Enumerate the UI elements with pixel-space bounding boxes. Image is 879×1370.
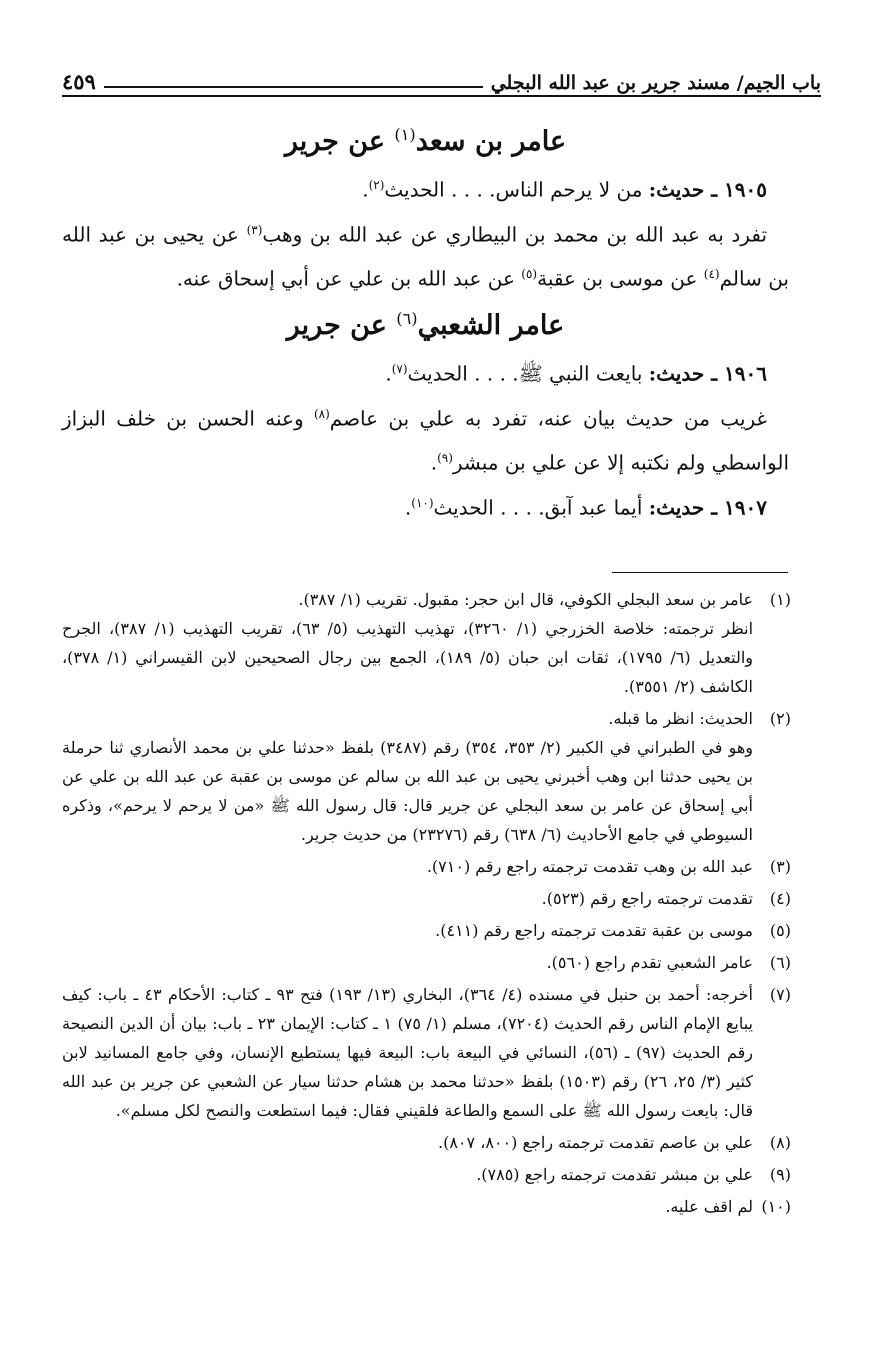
- footnote-marker: (٣): [246, 222, 263, 237]
- main-text: [62, 125, 789, 528]
- paragraph-text: غريب من حديث بيان عنه، تفرد به علي بن عاصم: [329, 406, 768, 431]
- footnote-marker: (٤): [703, 267, 720, 282]
- footnote-body: [62, 704, 753, 849]
- hadith-label: حديث:: [648, 177, 705, 202]
- footnote-marker: (٩): [437, 451, 453, 466]
- footnote-body: [62, 916, 753, 945]
- page-number: ٤٥٩: [62, 69, 96, 94]
- footnote-body: [62, 852, 753, 881]
- header-leader-rule: [104, 86, 483, 88]
- hadith-label: حديث:: [648, 361, 705, 386]
- hadith-number: ١٩٠٧: [724, 495, 767, 520]
- footnote-separator: [612, 572, 788, 573]
- footnote-marker: (٨): [313, 406, 330, 421]
- header-divider: [62, 95, 821, 97]
- hadith-number: ١٩٠٦: [724, 361, 767, 386]
- footnote-item: [62, 1192, 791, 1221]
- paragraph-text: وعنه الحسن بن خلف البزاز الواسطي ولم نكتبه إلا عن علي بن مبشر: [62, 406, 789, 475]
- footnote-item: [62, 948, 791, 977]
- hadith-entry-1905: ١٩٠٥ ـ حديث: من لا يرحم الناس. . . . الحديث$^{(٢)}$.: [362, 177, 767, 202]
- section-heading-amir-al-shabi: [62, 309, 789, 341]
- footnote-body: [62, 585, 753, 701]
- footnote-number: (١٠): [761, 1197, 791, 1216]
- footnote-body: [62, 1128, 753, 1157]
- footnote-item: [62, 704, 791, 849]
- footnote-text: عامر بن سعد البجلي الكوفي، قال ابن حجر: مقبول. تقريب (١/ ٣٨٧).: [298, 590, 753, 609]
- hadith-label: حديث:: [648, 495, 705, 520]
- section-heading-amir-ibn-saad: [62, 125, 789, 157]
- hadith-entry-1907: ١٩٠٧ ـ حديث: أيما عبد آبق. . . . الحديث$^{(١٠)}$.: [404, 495, 767, 520]
- footnote-body: [62, 1160, 753, 1189]
- footnote-item: [62, 980, 791, 1125]
- footnotes: [62, 585, 791, 1224]
- footnote-text: أخرجه: أحمد بن حنبل في مسنده (٤/ ٣٦٤)، البخاري (١٣/ ١٩٣) فتح ٩٣ ـ كتاب: الأحكام ٤٣ ـ باب: كيف يبايع الإمام الناس رقم الحديث (٧٢٠٤)، مسلم (١/ ٧٥) ١ ـ كتاب: الإيمان ٢٣ ـ باب: بيان أن الدين النصيحة رقم الحديث (٩٧) ـ (٥٦)، النسائي في البيعة باب: البيعة فيها يستطيع الإنسان، وفي جامع المسانيد لابن كثير (٣/ ٢٥، ٢٦) رقم (١٥٠٣) بلفظ «حدثنا محمد بن هشام حدثنا سيار عن الشعبي عن جرير بن عبد الله قال: بايعت رسول الله ﷺ على السمع والطاعة فلقيني فقال: فيما استطعت والنصح لكل مسلم».: [62, 985, 754, 1120]
- footnote-number: (٢): [769, 709, 791, 728]
- footnote-number: (٨): [769, 1133, 791, 1152]
- footnote-text: الحديث: انظر ما قبله.: [608, 709, 753, 728]
- footnote-text: انظر ترجمته: خلاصة الخزرجي (١/ ٣٢٦٠)، تهذيب التهذيب (٥/ ٦٣)، تقريب التهذيب (١/ ٣٨٧)، الجرح والتعديل (٦/ ١٧٩٥)، ثقات ابن حبان (٥/ ١٨٩)، الجمع بين رجال الصحيحين لابن القيسراني (١/ ٣٧٨)، الكاشف (٢/ ٣٥٥١).: [62, 619, 754, 696]
- footnote-number: (٩): [769, 1165, 791, 1184]
- section-heading-suffix: عن جرير: [284, 126, 385, 157]
- commentary-paragraph: [62, 210, 789, 299]
- footnote-number: (٣): [769, 857, 791, 876]
- footnote-item: [62, 1128, 791, 1157]
- footnote-marker: (١): [394, 125, 416, 144]
- footnote-item: [62, 852, 791, 881]
- footnote-text: تقدمت ترجمته راجع رقم (٥٢٣).: [541, 889, 753, 908]
- footnote-body: [62, 1192, 753, 1221]
- footnote-body: [62, 980, 753, 1125]
- footnote-marker: (١٠): [411, 495, 434, 510]
- footnote-text: علي بن عاصم تقدمت ترجمته راجع (٨٠٠، ٨٠٧).: [438, 1133, 753, 1152]
- hadith-entry-1906: ١٩٠٦ ـ حديث: بايعت النبي ﷺ. . . . الحديث$^{(٧)}$.: [385, 361, 767, 386]
- footnote-item: [62, 1160, 791, 1189]
- hadith-number: ١٩٠٥: [724, 177, 767, 202]
- section-heading-text: عامر الشعبي: [417, 309, 565, 341]
- footnote-text: عامر الشعبي تقدم راجع (٥٦٠).: [546, 953, 753, 972]
- paragraph-text: تفرد به عبد الله بن محمد بن البيطاري عن عبد الله بن وهب: [262, 222, 768, 247]
- paragraph-text: عن عبد الله بن علي عن أبي إسحاق عنه.: [176, 266, 515, 291]
- footnote-text: علي بن مبشر تقدمت ترجمته راجع (٧٨٥).: [476, 1165, 753, 1184]
- footnote-number: (٤): [769, 889, 791, 908]
- footnote-item: [62, 585, 791, 701]
- footnote-text: وهو في الطبراني في الكبير (٢/ ٣٥٣، ٣٥٤) رقم (٣٤٨٧) بلفظ «حدثنا علي بن محمد الأنصاري ثنا حرملة بن يحيى حدثنا ابن وهب أخبرني يحيى بن عبد الله بن سالم عن موسى بن عقبة عن عبد الله بن علي عن أبي إسحاق عن عامر بن سعد البجلي عن جرير قال: قال رسول الله ﷺ «من لا يرحم لا يرحم»، وذكره السيوطي في جامع الأحاديث (٦/ ٦٣٨) رقم (٢٣٢٧٦) من حديث جرير.: [62, 738, 754, 844]
- footnote-marker: (٦): [396, 308, 418, 328]
- section-heading-text: عامر بن سعد: [415, 126, 567, 157]
- paragraph-text: .: [430, 450, 438, 475]
- footnote-text: لم اقف عليه.: [665, 1197, 753, 1216]
- footnote-number: (٦): [769, 953, 791, 972]
- footnote-text: موسى بن عقبة تقدمت ترجمته راجع رقم (٤١١).: [435, 921, 753, 940]
- footnote-marker: (٥): [521, 267, 538, 282]
- running-header: [62, 60, 821, 94]
- footnote-marker: (٧): [391, 361, 408, 376]
- paragraph-text: عن يحيى بن عبد الله بن سالم: [62, 222, 789, 291]
- footnote-item: [62, 916, 791, 945]
- header-title: باب الجيم/ مسند جرير بن عبد الله البجلي: [490, 72, 821, 94]
- footnote-body: [62, 884, 753, 913]
- hadith-text: من لا يرحم الناس. . . . الحديث: [384, 177, 643, 202]
- hadith-text: أيما عبد آبق. . . . الحديث: [433, 495, 643, 520]
- footnote-number: (١): [769, 590, 791, 609]
- hadith-text: بايعت النبي ﷺ. . . . الحديث: [407, 361, 643, 386]
- section-heading-suffix: عن جرير: [286, 309, 387, 341]
- footnote-body: [62, 948, 753, 977]
- footnote-number: (٥): [769, 921, 791, 940]
- commentary-paragraph: [62, 394, 789, 483]
- footnote-marker: (٢): [368, 178, 385, 192]
- paragraph-text: عن موسى بن عقبة: [537, 266, 698, 291]
- footnote-number: (٧): [769, 985, 791, 1004]
- footnote-item: [62, 884, 791, 913]
- footnote-text: عبد الله بن وهب تقدمت ترجمته راجع رقم (٧١٠).: [426, 857, 753, 876]
